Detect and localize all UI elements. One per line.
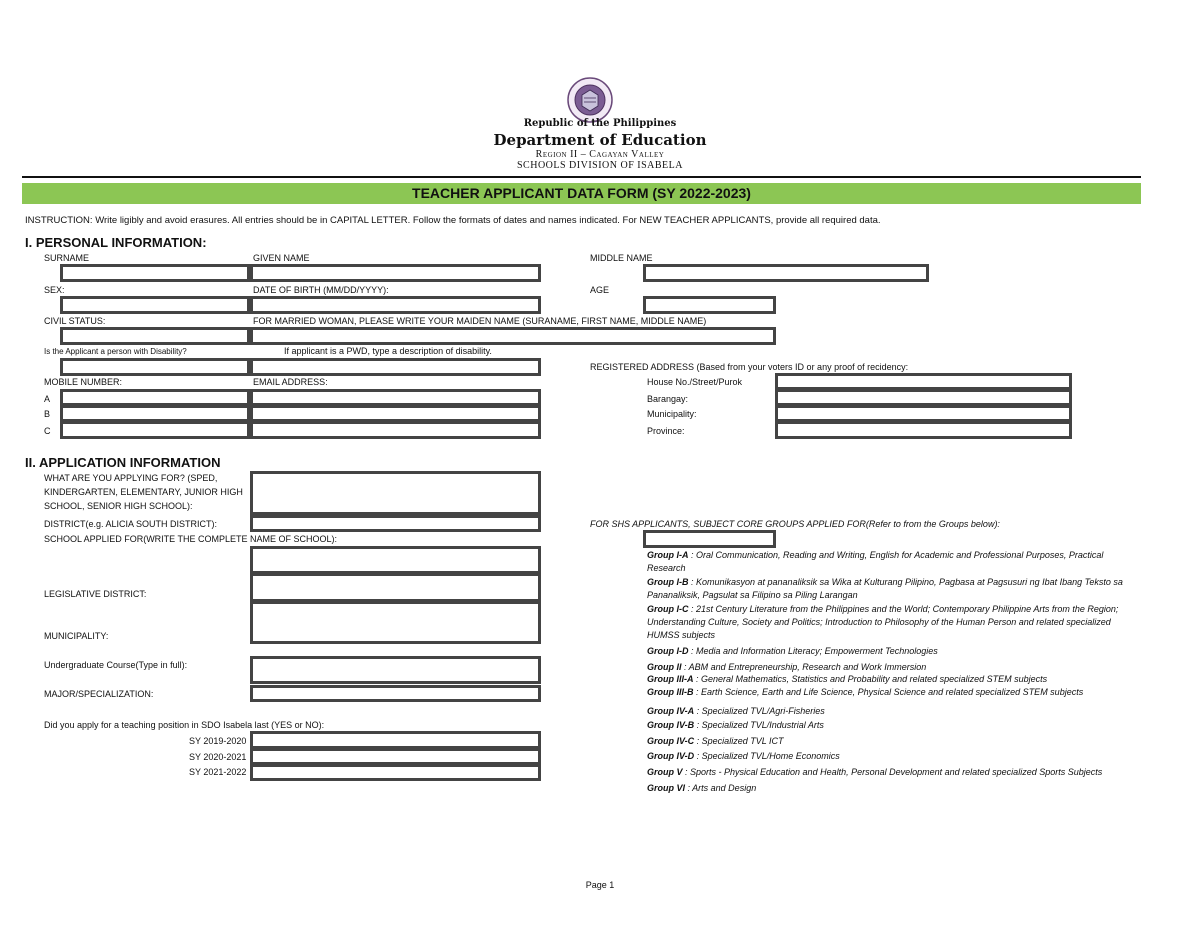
- group-item: Group I-C : 21st Century Literature from the Philippines and the World; Contemporary Philippine Arts from the Region; Understanding Culture, Society and Politics; Introduction to Philosophy of the Human Person and related specialized HUMSS subjects: [647, 604, 1119, 640]
- header-department: Department of Education: [493, 131, 707, 149]
- mobile-label: MOBILE NUMBER:: [44, 377, 123, 387]
- province-input[interactable]: [775, 421, 1072, 439]
- group-item: Group IV-A : Specialized TVL/Agri-Fisheries: [647, 706, 825, 716]
- applying-for-label-2: KINDERGARTEN, ELEMENTARY, JUNIOR HIGH: [44, 487, 243, 497]
- mobile-c-input[interactable]: [60, 421, 250, 439]
- school-applied-label: SCHOOL APPLIED FOR(WRITE THE COMPLETE NAME OF SCHOOL):: [44, 534, 338, 544]
- legislative-district-input[interactable]: [250, 573, 541, 602]
- group-item: Group II : ABM and Entrepreneurship, Research and Work Immersion: [647, 662, 927, 672]
- instruction: INSTRUCTION: Write ligibly and avoid erasures. All entries should be in CAPITAL LETTER. Follow the formats of dates and names indicated. For NEW TEACHER APPLICANTS, provide all required data.: [25, 215, 881, 226]
- header-republic: Republic of the Philippines: [523, 118, 677, 129]
- did-apply-label: Did you apply for a teaching position in SDO Isabela last (YES or NO):: [44, 720, 325, 730]
- dob-label: DATE OF BIRTH (MM/DD/YYYY):: [253, 285, 389, 295]
- pwd-description-input[interactable]: [250, 358, 541, 376]
- pwd-input[interactable]: [60, 358, 250, 376]
- form-title: TEACHER APPLICANT DATA FORM (SY 2022-2023): [22, 183, 1141, 204]
- undergrad-course-input[interactable]: [250, 656, 541, 684]
- given-name-label: GIVEN NAME: [253, 253, 310, 263]
- group-item: Group IV-C : Specialized TVL ICT: [647, 736, 784, 746]
- group-item: Group VI : Arts and Design: [647, 783, 757, 793]
- group-item: Group III-B : Earth Science, Earth and Life Science, Physical Science and related specialized STEM subjects: [647, 687, 1084, 697]
- group-item: Group I-A : Oral Communication, Reading and Writing, English for Academic and Professional Purposes, Practical Research: [647, 550, 1104, 573]
- sy-2021-label: SY 2021-2022: [189, 767, 247, 777]
- email-a-input[interactable]: [250, 389, 541, 406]
- sy-2020-input[interactable]: [250, 748, 541, 765]
- dob-input[interactable]: [250, 296, 541, 314]
- municipality-input[interactable]: [775, 405, 1072, 422]
- pwd-question-label: Is the Applicant a person with Disability?: [44, 347, 187, 356]
- section-personal-heading: I. PERSONAL INFORMATION:: [25, 235, 207, 250]
- maiden-name-input[interactable]: [250, 327, 776, 345]
- sy-2020-label: SY 2020-2021: [189, 752, 247, 762]
- school-applied-input[interactable]: [250, 546, 541, 574]
- legislative-district-label: LEGISLATIVE DISTRICT:: [44, 589, 147, 599]
- shs-groups-input[interactable]: [643, 530, 776, 548]
- sy-2021-input[interactable]: [250, 764, 541, 781]
- municipality-label: Municipality:: [647, 409, 697, 419]
- header-region: Region II – Cagayan Valley: [535, 149, 665, 160]
- application-municipality-input[interactable]: [250, 601, 541, 644]
- applying-for-label-1: WHAT ARE YOU APPLYING FOR? (SPED,: [44, 473, 218, 483]
- deped-seal: [567, 77, 613, 123]
- sy-2019-label: SY 2019-2020: [189, 736, 247, 746]
- house-label: House No./Street/Purok: [647, 377, 743, 387]
- sy-2019-input[interactable]: [250, 731, 541, 749]
- group-item: Group III-A : General Mathematics, Statistics and Probability and related specialized STEM subjects: [647, 674, 1048, 684]
- registered-address-label: REGISTERED ADDRESS (Based from your voters ID or any proof of recidency:: [590, 362, 909, 372]
- surname-input[interactable]: [60, 264, 250, 282]
- header-rule: [22, 176, 1141, 178]
- mobile-b-input[interactable]: [60, 405, 250, 422]
- pwd-description-label: If applicant is a PWD, type a description of disability.: [284, 346, 492, 356]
- group-item: Group I-B : Komunikasyon at pananaliksik sa Wika at Kulturang Pilipino, Pagbasa at Pagsusuri ng Ibat Ibang Teksto sa Pananaliksik, Pagsulat sa Filipino sa Piling Larangan: [647, 577, 1123, 600]
- applying-for-label-3: SCHOOL, SENIOR HIGH SCHOOL):: [44, 501, 193, 511]
- row-b-label: B: [44, 409, 51, 419]
- mobile-a-input[interactable]: [60, 389, 250, 406]
- shs-groups-label: FOR SHS APPLICANTS, SUBJECT CORE GROUPS APPLIED FOR(Refer to from the Groups below):: [590, 519, 1000, 529]
- page-number: Page 1: [585, 880, 615, 890]
- civil-status-label: CIVIL STATUS:: [44, 316, 106, 326]
- application-municipality-label: MUNICIPALITY:: [44, 631, 109, 641]
- given-name-input[interactable]: [250, 264, 541, 282]
- row-c-label: C: [44, 426, 51, 436]
- sex-label: SEX:: [44, 285, 65, 295]
- row-a-label: A: [44, 394, 51, 404]
- middle-name-label: MIDDLE NAME: [590, 253, 653, 263]
- maiden-name-label: FOR MARRIED WOMAN, PLEASE WRITE YOUR MAIDEN NAME (SURANAME, FIRST NAME, MIDDLE NAME): [253, 316, 707, 326]
- age-input[interactable]: [643, 296, 776, 314]
- section-application-heading: II. APPLICATION INFORMATION: [25, 455, 221, 470]
- email-b-input[interactable]: [250, 405, 541, 422]
- major-input[interactable]: [250, 685, 541, 702]
- group-item: Group IV-B : Specialized TVL/Industrial Arts: [647, 720, 824, 730]
- province-label: Province:: [647, 426, 685, 436]
- email-label: EMAIL ADDRESS:: [253, 377, 328, 387]
- district-input[interactable]: [250, 515, 541, 532]
- barangay-label: Barangay:: [647, 394, 689, 404]
- surname-label: SURNAME: [44, 253, 90, 263]
- group-item: Group I-D : Media and Information Literacy; Empowerment Technologies: [647, 646, 938, 656]
- applying-for-input[interactable]: [250, 471, 541, 515]
- house-input[interactable]: [775, 373, 1072, 390]
- barangay-input[interactable]: [775, 389, 1072, 406]
- age-label: AGE: [590, 285, 610, 295]
- undergrad-course-label: Undergraduate Course(Type in full):: [44, 660, 188, 670]
- header-division: SCHOOLS DIVISION OF ISABELA: [516, 160, 683, 171]
- sex-input[interactable]: [60, 296, 250, 314]
- group-item: Group IV-D : Specialized TVL/Home Economics: [647, 751, 840, 761]
- district-label: DISTRICT(e.g. ALICIA SOUTH DISTRICT):: [44, 519, 218, 529]
- civil-status-input[interactable]: [60, 327, 250, 345]
- middle-name-input[interactable]: [643, 264, 929, 282]
- email-c-input[interactable]: [250, 421, 541, 439]
- group-item: Group V : Sports - Physical Education and Health, Personal Development and related specialized Sports Subjects: [647, 767, 1103, 777]
- major-label: MAJOR/SPECIALIZATION:: [44, 689, 154, 699]
